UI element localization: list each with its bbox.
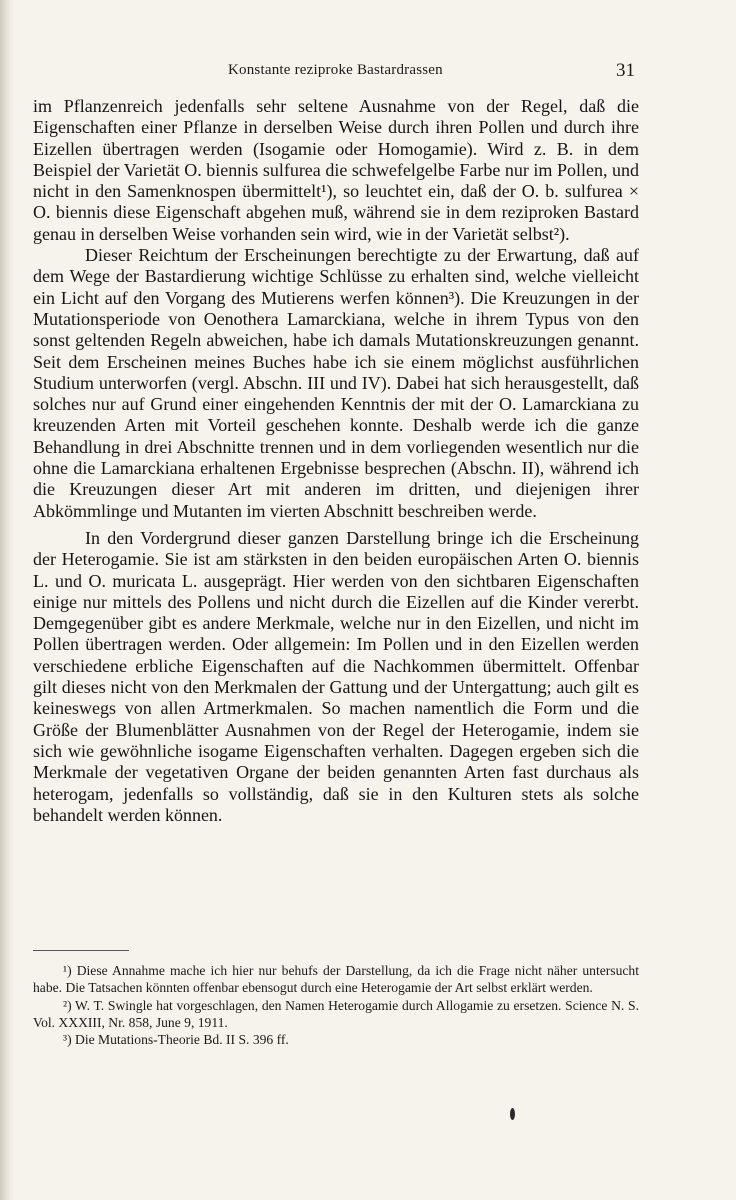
footnote-3: ³) Die Mutations-Theorie Bd. II S. 396 ff. [63,1032,289,1048]
binding-shadow [0,0,14,1200]
paragraph-2: Dieser Reichtum der Erscheinungen berechtigte zu der Erwartung, daß auf dem Wege der Bastardierung wichtige Schlüsse zu erhalten sind, welche vielleicht ein Licht auf den Vorgang des Mutierens werfen können³). Die Kreuzungen in der Mutationsperiode von Oenothera Lamarckiana, welche in ihrem Typus von den sonst geltenden Regeln abweichen, habe ich damals Mutationskreuzungen genannt. Seit dem Erscheinen meines Buches habe ich sie einem möglichst ausführlichen Studium unterworfen (vergl. Abschn. III und IV). Dabei hat sich herausgestellt, daß solches nur auf Grund einer eingehenden Kenntnis der mit der O. Lamarckiana zu kreuzenden Arten mit Vorteil geschehen konnte. Deshalb werde ich die ganze Behandlung in drei Abschnitte trennen und in dem vorliegenden wesentlich nur die ohne die Lamarckiana erhaltenen Ergebnisse besprechen (Abschn. II), während ich die Kreuzungen dieser Art mit anderen im dritten, und diejenigen ihrer Abkömmlinge und Mutanten im vierten Abschnitt beschreiben werde. [33,245,639,521]
ink-speck [510,1108,515,1120]
footnote-2: ²) W. T. Swingle hat vorgeschlagen, den Namen Heterogamie durch Allogamie zu ersetzen. Science N. S. Vol. XXXIII, Nr. 858, June 9, 1911. [33,997,639,1030]
footnotes [33,962,639,1048]
running-title: Konstante reziproke Bastardrassen [228,62,443,78]
page-number: 31 [616,60,635,81]
footnote-1: ¹) Diese Annahme mache ich hier nur behufs der Darstellung, da ich die Frage nicht näher untersucht habe. Die Tatsachen könnten offenbar ebensogut durch eine Heterogamie der Art selbst erklärt werden. [33,963,639,996]
body-text [33,96,639,826]
paragraph-1: im Pflanzenreich jedenfalls sehr seltene Ausnahme von der Regel, daß die Eigenschaften einer Pflanze in derselben Weise durch ihren Pollen und durch ihre Eizellen übertragen werden (Isogamie oder Homogamie). Wird z. B. in dem Beispiel der Varietät O. biennis sulfurea die schwefelgelbe Farbe nur im Pollen, und nicht in den Samenknospen übermittelt¹), so leuchtet ein, daß der O. b. sulfurea × O. biennis diese Eigenschaft abgehen muß, während sie in dem reziproken Bastard genau in derselben Weise vorhanden sein wird, wie in der Varietät selbst²). [33,96,639,244]
paragraph-3: In den Vordergrund dieser ganzen Darstellung bringe ich die Erscheinung der Heterogamie. Sie ist am stärksten in den beiden europäischen Arten O. biennis L. und O. muricata L. ausgeprägt. Hier werden von den sichtbaren Eigenschaften einige nur mittels des Pollens und nicht durch die Eizellen auf die Kinder vererbt. Demgegenüber gibt es andere Merkmale, welche nur in den Eizellen, und nicht im Pollen übertragen werden. Oder allgemein: Im Pollen und in den Eizellen werden verschiedene erbliche Eigenschaften auf die Nachkommen übermittelt. Offenbar gilt dieses nicht von den Merkmalen der Gattung und der Untergattung; auch gilt es keineswegs von allen Artmerkmalen. So machen namentlich die Form und die Größe der Blumenblätter Ausnahmen von der Regel der Heterogamie, indem sie sich wie gewöhnliche isogame Eigenschaften verhalten. Dagegen ergeben sich die Merkmale der vegetativen Organe der beiden genannten Arten fast durchaus als heterogam, jedenfalls so vollständig, daß sie in den Kulturen stets als solche behandelt werden können. [33,527,639,825]
running-head [0,58,736,88]
footnote-rule [33,950,129,951]
